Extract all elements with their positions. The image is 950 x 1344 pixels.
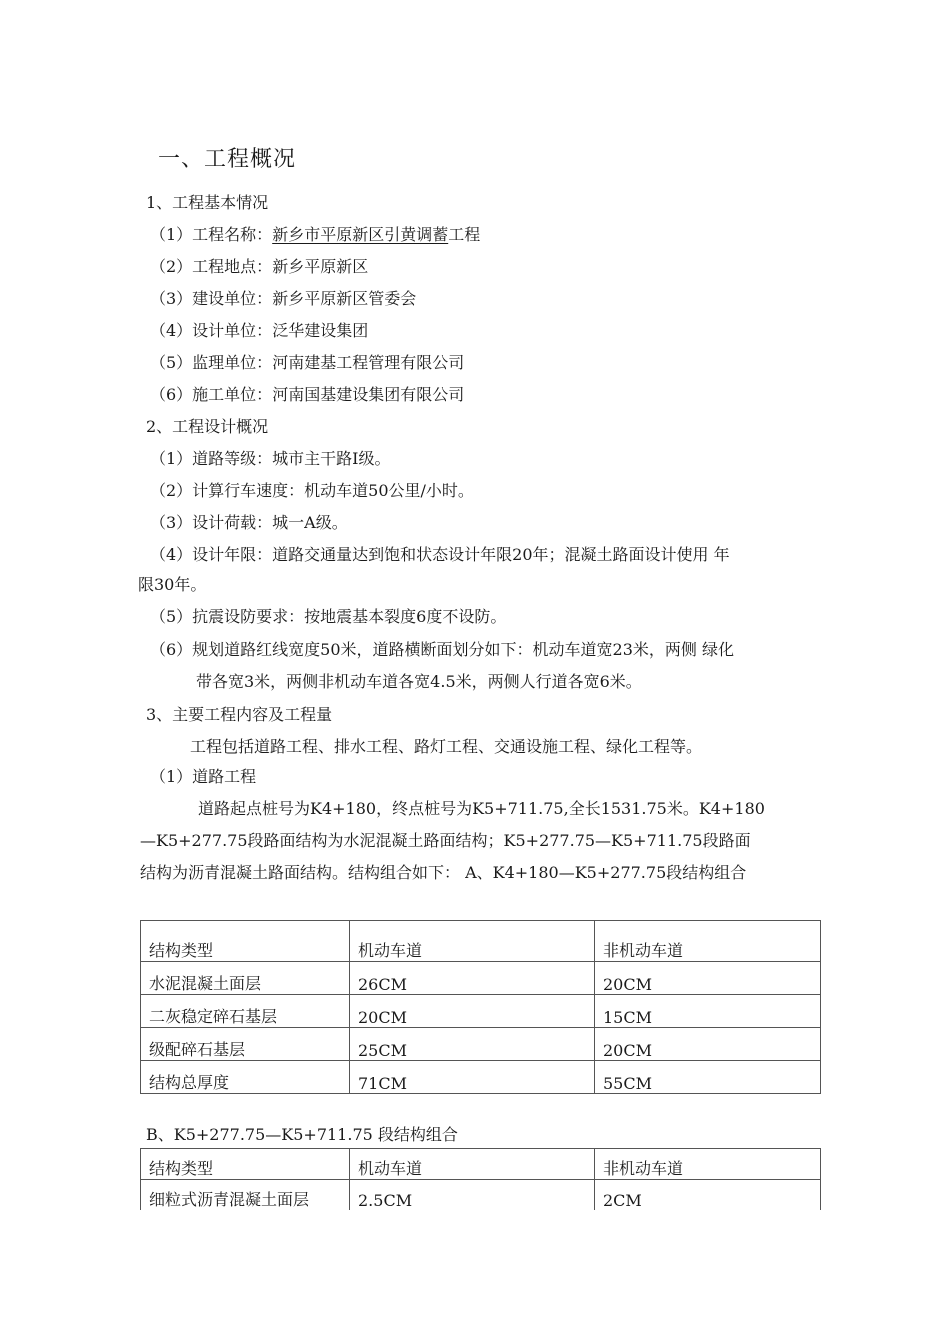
table-header-cell: 结构类型: [141, 1149, 350, 1180]
table-row: [141, 995, 821, 1028]
design-life-line: （4）设计年限：道路交通量达到饱和状态设计年限20年；混凝土路面设计使用 年: [150, 545, 730, 564]
project-name-suffix: 工程: [448, 225, 481, 244]
scope-paragraph: 工程包括道路工程、排水工程、路灯工程、交通设施工程、绿化工程等。: [190, 737, 703, 756]
road-works-para-3: 结构为沥青混凝土路面结构。结构组合如下： A、K4+180—K5+277.75段结构组合: [140, 863, 747, 882]
project-name-label: （1）工程名称：: [150, 225, 273, 244]
project-name-line: [150, 224, 480, 246]
road-works-para-1: 道路起点桩号为K4+180，终点桩号为K5+711.75,全长1531.75米。K4+180: [198, 799, 765, 818]
table-cell: 20CM: [595, 962, 821, 995]
table-header-cell: 非机动车道: [595, 1149, 821, 1180]
supervisor-label: （5）监理单位：: [150, 353, 273, 372]
table-header-cell: 结构类型: [141, 921, 350, 962]
table-cell: 55CM: [595, 1061, 821, 1094]
contractor-value: 河南国基建设集团有限公司: [272, 385, 465, 404]
table-b-clip: [0, 1148, 950, 1210]
project-location-label: （2）工程地点：: [150, 257, 273, 276]
road-works-title: （1）道路工程: [150, 767, 257, 786]
owner-line: [150, 288, 416, 310]
table-cell: 细粒式沥青混凝土面层: [141, 1180, 350, 1211]
section2-title: 2、工程设计概况: [146, 417, 269, 436]
designer-label: （4）设计单位：: [150, 321, 273, 340]
table-cell: 2CM: [595, 1180, 821, 1211]
owner-label: （3）建设单位：: [150, 289, 273, 308]
road-grade-line: （1）道路等级：城市主干路Ⅰ级。: [150, 449, 391, 468]
structure-table-b: [140, 1148, 821, 1210]
supervisor-value: 河南建基工程管理有限公司: [272, 353, 465, 372]
table-cell: 结构总厚度: [141, 1061, 350, 1094]
cross-section-line-2: 带各宽3米，两侧非机动车道各宽4.5米，两侧人行道各宽6米。: [196, 672, 642, 691]
table-cell: 25CM: [350, 1028, 595, 1061]
table-cell: 2.5CM: [350, 1180, 595, 1211]
section1-title: 1、工程基本情况: [146, 193, 269, 212]
table-header-cell: 机动车道: [350, 1149, 595, 1180]
designer-value: 泛华建设集团: [272, 321, 369, 340]
section3-title: 3、主要工程内容及工程量: [146, 705, 333, 724]
table-cell: 水泥混凝土面层: [141, 962, 350, 995]
table-header-cell: 非机动车道: [595, 921, 821, 962]
road-works-para-2: —K5+277.75段路面结构为水泥混凝土路面结构；K5+277.75—K5+711.75段路面: [140, 831, 751, 850]
table-cell: 二灰稳定碎石基层: [141, 995, 350, 1028]
owner-value: 新乡平原新区管委会: [272, 289, 417, 308]
table-cell: 级配碎石基层: [141, 1028, 350, 1061]
structure-table-a: [140, 920, 821, 1094]
seismic-line: （5）抗震设防要求：按地震基本裂度6度不设防。: [150, 607, 507, 626]
table-header-cell: 机动车道: [350, 921, 595, 962]
design-speed-line: （2）计算行车速度：机动车道50公里/小时。: [150, 481, 474, 500]
contractor-label: （6）施工单位：: [150, 385, 273, 404]
table-header-row: [141, 1149, 821, 1180]
table-header-row: [141, 921, 821, 962]
project-name-value: 新乡市平原新区引黄调蓄: [272, 225, 449, 244]
table-row: [141, 1061, 821, 1094]
table-row: [141, 1028, 821, 1061]
table-row: [141, 1180, 821, 1211]
table-row: [141, 962, 821, 995]
design-life-line-2: 限30年。: [138, 575, 207, 594]
table-b-caption: B、K5+277.75—K5+711.75 段结构组合: [146, 1125, 458, 1144]
supervisor-line: [150, 352, 464, 374]
table-cell: 26CM: [350, 962, 595, 995]
design-load-line: （3）设计荷载：城一A级。: [150, 513, 348, 532]
project-location-line: [150, 256, 368, 278]
contractor-line: [150, 384, 464, 406]
cross-section-line: （6）规划道路红线宽度50米，道路横断面划分如下：机动车道宽23米，两侧 绿化: [150, 640, 734, 659]
table-cell: 71CM: [350, 1061, 595, 1094]
project-location-value: 新乡平原新区: [272, 257, 369, 276]
table-cell: 15CM: [595, 995, 821, 1028]
table-cell: 20CM: [595, 1028, 821, 1061]
page-title: 一、工程概况: [158, 147, 297, 172]
table-cell: 20CM: [350, 995, 595, 1028]
designer-line: [150, 320, 368, 342]
